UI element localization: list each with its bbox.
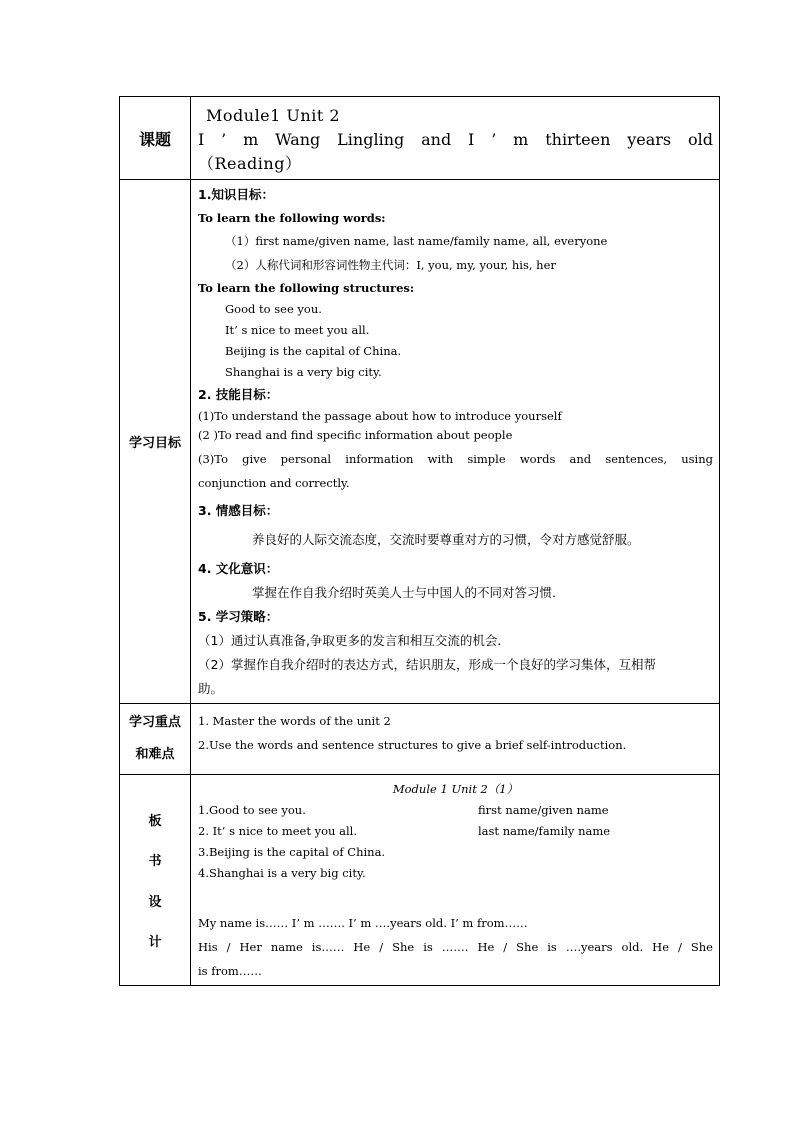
- culture-text: 掌握在作自我介绍时英美人士与中国人的不同对答习惯.: [252, 585, 556, 600]
- words-line-1: （1）first name/given name, last name/family name, all, everyone: [225, 234, 608, 248]
- board-design-label-chars: [120, 810, 190, 950]
- board-design-label: [120, 775, 191, 986]
- board-label-char-4: 计: [148, 934, 162, 950]
- structures-heading: To learn the following structures:: [198, 281, 415, 295]
- board-label-char-3: 设: [148, 894, 162, 910]
- board-row-left: 2. It’ s nice to meet you all.: [198, 824, 357, 838]
- structure-line-1: Good to see you.: [225, 302, 322, 316]
- board-row: [198, 842, 713, 863]
- board-row-right: last name/family name: [478, 824, 611, 838]
- strategy-line-2: （2）掌握作自我介绍时的表达方式，结识朋友，形成一个良好的学习集体，互相帮: [198, 657, 656, 672]
- strategy-line-1: （1）通过认真准备,争取更多的发言和相互交流的机会.: [198, 633, 502, 648]
- title-line-1: Module1 Unit 2: [206, 106, 341, 125]
- skills-heading: 2. 技能目标：: [198, 387, 279, 402]
- skills-line-1: (1)To understand the passage about how to introduce yourself: [198, 409, 562, 423]
- board-pattern-2: His / Her name is…… He / She is ……. He / She is ….years old. He / She: [198, 940, 713, 954]
- skills-line-2: (2 )To read and find specific information about people: [198, 428, 513, 442]
- skills-line-4: conjunction and correctly.: [198, 476, 350, 490]
- structure-line-4: Shanghai is a very big city.: [225, 365, 382, 379]
- board-title: Module 1 Unit 2（1）: [392, 782, 519, 796]
- structure-line-2: It’ s nice to meet you all.: [225, 323, 370, 337]
- objectives-content: [191, 180, 720, 704]
- lesson-plan-table: [119, 96, 720, 986]
- title-row: [120, 97, 720, 180]
- board-label-char-2: 书: [148, 854, 162, 870]
- culture-heading: 4. 文化意识：: [198, 561, 279, 576]
- board-label-char-1: 板: [148, 814, 162, 829]
- objectives-row: [120, 180, 720, 704]
- board-design-row: [120, 775, 720, 986]
- board-row: [198, 863, 713, 884]
- board-row: [198, 821, 713, 842]
- board-pattern-3: is from……: [198, 964, 262, 978]
- key-points-row: [120, 704, 720, 775]
- emotion-heading: 3. 情感目标：: [198, 503, 279, 518]
- board-pattern-1: My name is…… I’ m ……. I’ m ….years old. I’ m from……: [198, 916, 528, 930]
- title-label: 课题: [120, 97, 191, 180]
- board-row-right: first name/given name: [478, 803, 609, 817]
- words-line-2: （2）人称代词和形容词性物主代词：I, you, my, your, his, her: [225, 258, 556, 272]
- board-row-left: 3.Beijing is the capital of China.: [198, 845, 386, 859]
- board-row-left: 1.Good to see you.: [198, 803, 306, 817]
- title-content: [191, 97, 720, 180]
- board-row: [198, 800, 713, 821]
- skills-line-3: (3)To give personal information with simple words and sentences, using: [198, 452, 713, 466]
- emotion-text: 养良好的人际交流态度，交流时要尊重对方的习惯，令对方感觉舒服。: [252, 532, 640, 547]
- title-line-2: I ’ m Wang Lingling and I ’ m thirteen years old: [198, 130, 713, 149]
- strategy-heading: 5. 学习策略：: [198, 609, 279, 624]
- structure-line-3: Beijing is the capital of China.: [225, 344, 402, 358]
- board-design-content: [191, 775, 720, 986]
- key-points-label-line-2: 和难点: [135, 747, 175, 762]
- key-point-2: 2.Use the words and sentence structures to give a brief self-introduction.: [198, 738, 627, 752]
- key-point-1: 1. Master the words of the unit 2: [198, 714, 391, 728]
- words-heading: To learn the following words:: [198, 211, 386, 225]
- key-points-content: [191, 704, 720, 775]
- board-row-left: 4.Shanghai is a very big city.: [198, 866, 366, 880]
- objectives-label: 学习目标: [120, 180, 191, 704]
- key-points-label: [120, 704, 191, 775]
- knowledge-heading: 1.知识目标：: [198, 187, 274, 202]
- strategy-line-3: 助。: [198, 681, 224, 696]
- key-points-label-line-1: 学习重点: [128, 715, 181, 730]
- title-line-3: （Reading）: [198, 154, 302, 173]
